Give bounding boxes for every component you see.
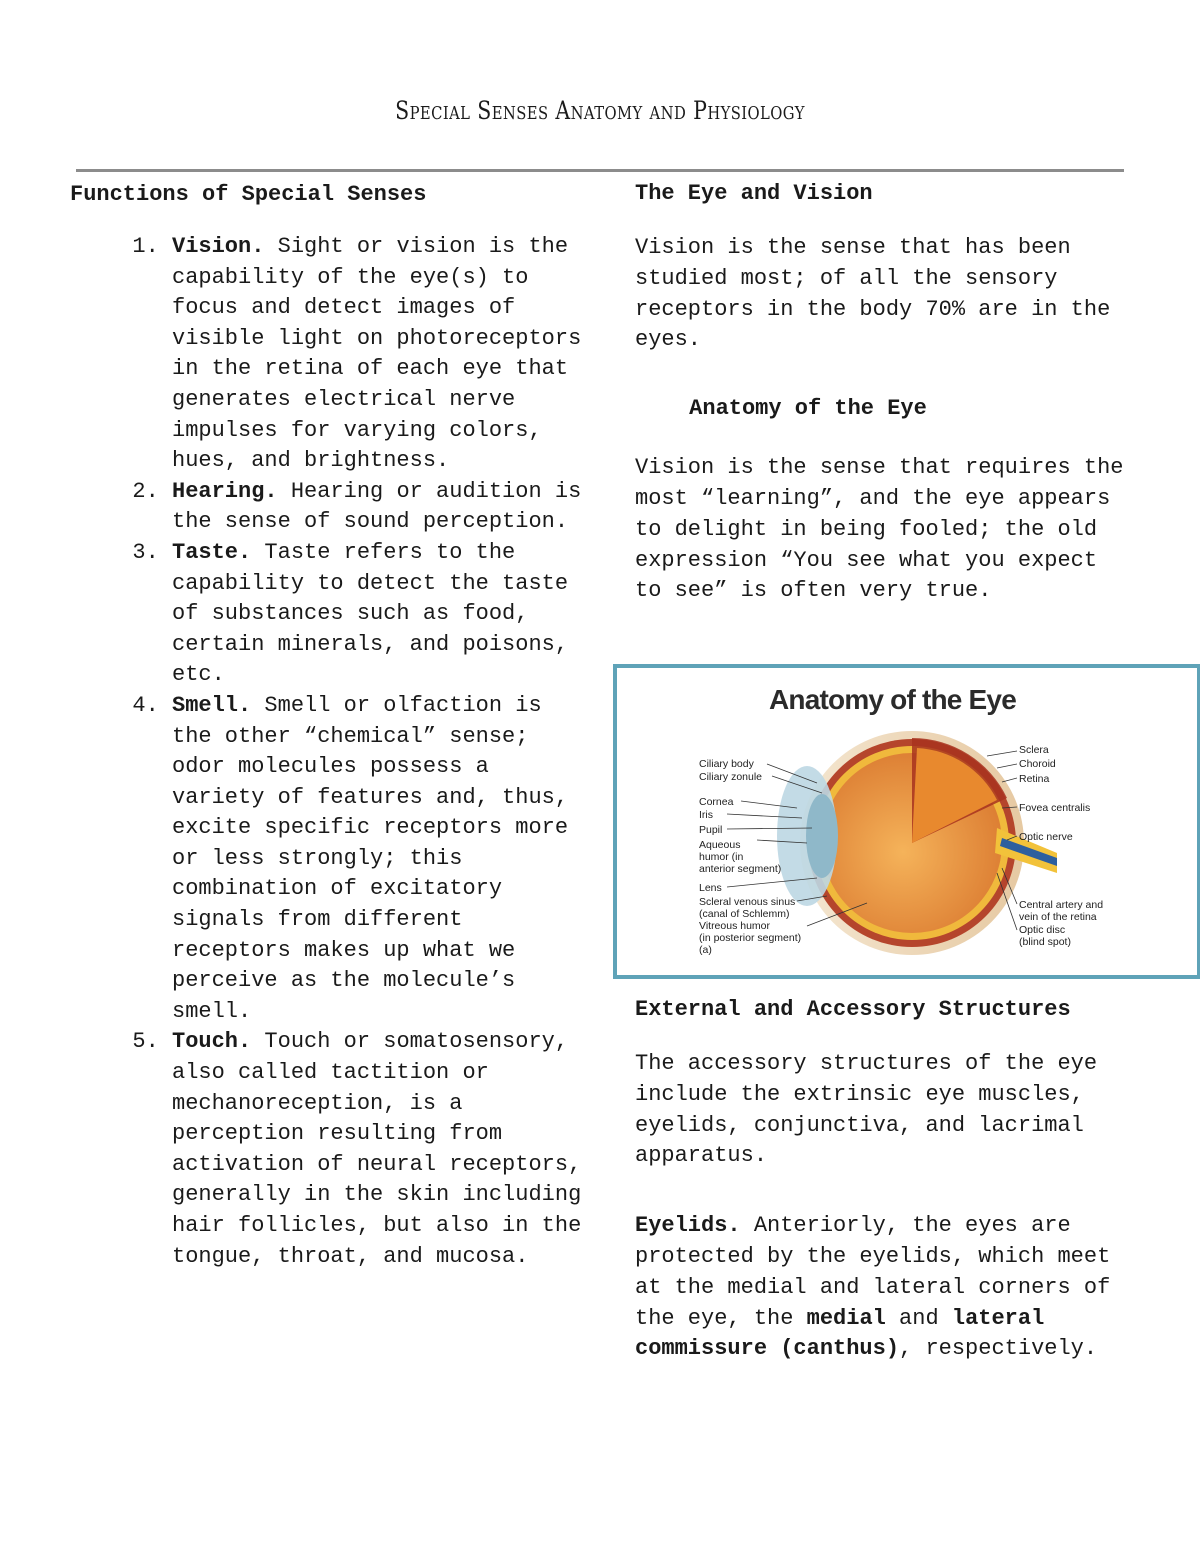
eyelids-text: , respectively.	[899, 1336, 1098, 1362]
section-heading-external: External and Accessory Structures	[635, 997, 1071, 1022]
label-choroid: Choroid	[1019, 758, 1056, 770]
section-heading-anatomy: Anatomy of the Eye	[689, 396, 927, 422]
lens-shape	[806, 794, 838, 878]
list-item	[172, 691, 590, 1028]
label-vitreous-humor: Vitreous humor (in posterior segment) (a)	[699, 920, 802, 956]
item-text: Smell or olfaction is the other “chemical” sense; odor molecules possess a variety of features and, thus, excite specific receptors more or less strongly; this combination of excitatory signals from different receptors makes up what we perceive as the molecule’s smell.	[172, 692, 569, 1024]
section-heading-functions: Functions of Special Senses	[70, 182, 427, 207]
list-item	[172, 538, 590, 691]
term-taste: Taste.	[172, 539, 252, 565]
term-commissure: lateral commissure (canthus)	[635, 1305, 1045, 1362]
label-cornea: Cornea	[699, 796, 734, 808]
anatomy-paragraph: Vision is the sense that requires the most “learning”, and the eye appears to delight in being fooled; the old expression “You see what you expect to see” is often very true.	[635, 455, 1124, 604]
label-ciliary-zonule: Ciliary zonule	[699, 771, 763, 783]
item-text: Taste refers to the capability to detect the taste of substances such as food, certain minerals, and poisons, etc.	[172, 539, 569, 688]
label-central-artery: Central artery and vein of the retina	[1019, 899, 1104, 923]
left-column	[70, 180, 590, 1272]
label-aqueous-humor: Aqueous humor (in anterior segment)	[699, 839, 782, 875]
label-ciliary-body: Ciliary body	[699, 758, 754, 770]
label-lens: Lens	[699, 882, 722, 894]
list-item	[172, 1027, 590, 1272]
item-text: Hearing or audition is the sense of sound perception.	[172, 478, 582, 535]
eye-anatomy-figure	[613, 664, 1200, 979]
external-paragraph: The accessory structures of the eye include the extrinsic eye muscles, eyelids, conjunctiva, and lacrimal apparatus.	[635, 1051, 1098, 1169]
label-optic-nerve: Optic nerve	[1019, 831, 1073, 843]
label-iris: Iris	[699, 809, 713, 821]
right-column	[635, 179, 1135, 607]
senses-list	[70, 232, 590, 1272]
label-fovea-centralis: Fovea centralis	[1019, 802, 1091, 814]
label-retina: Retina	[1019, 773, 1050, 785]
section-heading-eye-vision: The Eye and Vision	[635, 181, 873, 206]
figure-title: Anatomy of the Eye	[769, 684, 1016, 715]
label-pupil: Pupil	[699, 824, 723, 836]
eyelids-text: and	[885, 1305, 952, 1331]
eyelids-paragraph	[635, 1211, 1135, 1365]
label-sclera: Sclera	[1019, 744, 1049, 756]
eyelids-text: Anteriorly, the eyes are protected by the eyelids, which meet at the medial and lateral corners of the eye, the	[635, 1213, 1111, 1331]
title-divider	[76, 169, 1124, 172]
right-column-lower	[635, 995, 1135, 1365]
term-smell: Smell.	[172, 692, 252, 718]
term-hearing: Hearing.	[172, 478, 278, 504]
label-scleral-venous-sinus: Scleral venous sinus (canal of Schlemm)	[699, 896, 796, 920]
item-text: Touch or somatosensory, also called tactition or mechanoreception, is a perception resulting from activation of neural receptors, generally in the skin including hair follicles, but also in the tongue, throat, and mucosa.	[172, 1029, 582, 1269]
label-optic-disc: Optic disc (blind spot)	[1019, 924, 1071, 948]
term-vision: Vision.	[172, 234, 265, 259]
list-item	[172, 477, 590, 538]
item-text: Sight or vision is the capability of the eye(s) to focus and detect images of visible light on photoreceptors in the retina of each eye that generates electrical nerve impulses for varying colors, hues, and brightness.	[172, 234, 582, 474]
intro-paragraph: Vision is the sense that has been studied most; of all the sensory receptors in the body 70% are in the eyes.	[635, 235, 1111, 353]
term-eyelids: Eyelids.	[635, 1213, 741, 1239]
term-touch: Touch.	[172, 1029, 252, 1055]
page-title: Special Senses Anatomy and Physiology	[395, 96, 805, 125]
list-item	[172, 232, 590, 477]
term-medial: medial	[806, 1305, 886, 1331]
